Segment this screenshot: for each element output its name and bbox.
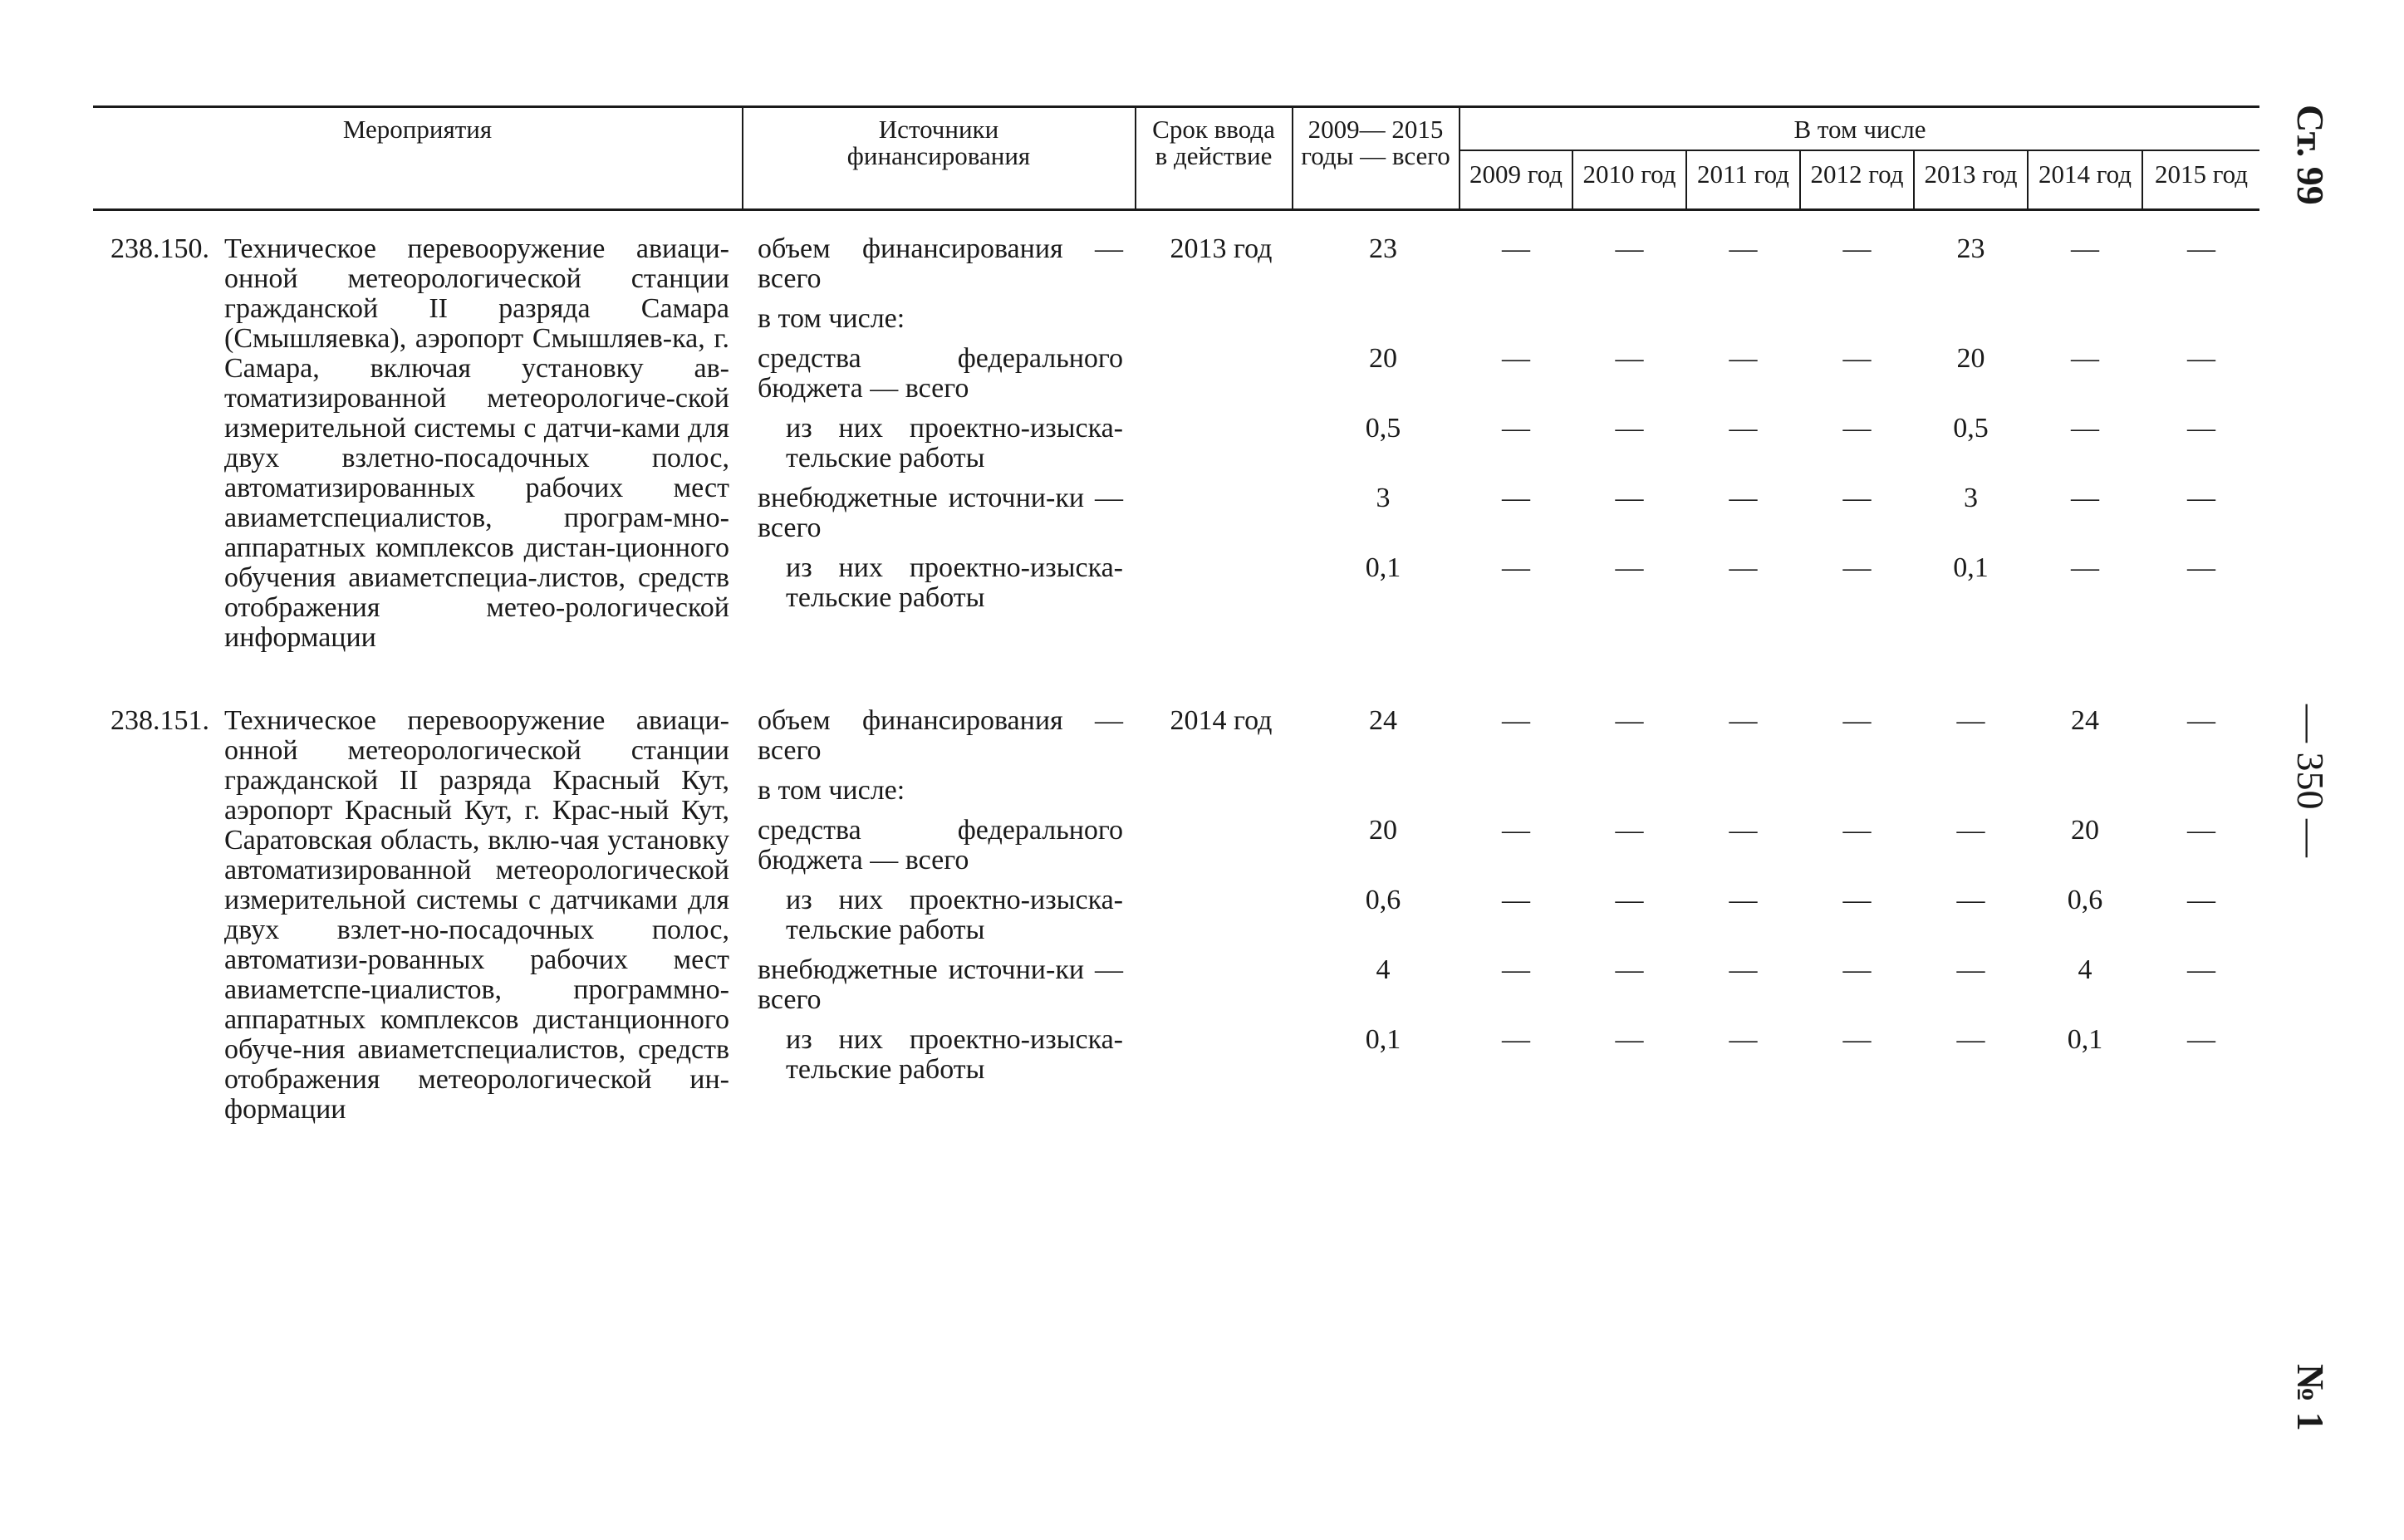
row-number: 238.151. [110, 705, 209, 736]
year-value: — [1615, 885, 1644, 915]
year-value: — [2071, 483, 2099, 513]
year-value: — [1729, 552, 1758, 583]
year-value: — [1615, 552, 1644, 583]
year-value: — [1502, 413, 1530, 444]
header-year: 2010 год [1582, 159, 1676, 189]
year-value: — [1729, 483, 1758, 513]
year-value: — [1502, 483, 1530, 513]
year-value: — [2187, 1024, 2215, 1055]
including-label: в том числе: [758, 775, 905, 806]
year-value: — [1502, 815, 1530, 846]
year-value: — [1615, 815, 1644, 846]
year-value: — [1842, 705, 1872, 736]
year-value: — [2187, 705, 2215, 736]
year-value: 3 [1964, 483, 1978, 513]
year-value: — [1729, 1024, 1758, 1055]
year-value: 0,6 [2067, 885, 2103, 915]
header-top-rule [93, 105, 2259, 108]
year-value: — [1842, 343, 1872, 374]
year-value: — [1502, 552, 1530, 583]
year-value: — [1502, 885, 1530, 915]
year-value: — [2071, 413, 2099, 444]
header-including: В том числе [1793, 115, 1926, 144]
year-value: — [1729, 233, 1758, 264]
total-value: 4 [1376, 954, 1391, 985]
year-value: 24 [2071, 705, 2099, 736]
source-label: объем финансирования — всего [758, 705, 1123, 766]
year-value: — [2187, 343, 2215, 374]
row-deadline: 2013 год [1170, 233, 1273, 264]
year-value: — [2187, 413, 2215, 444]
header-measures: Мероприятия [342, 115, 493, 144]
source-label: средства федерального бюджета — всего [758, 343, 1123, 404]
year-value: — [1842, 815, 1872, 846]
year-value: 0,5 [1953, 413, 1989, 444]
including-label: в том числе: [758, 303, 905, 334]
year-value: — [2187, 954, 2215, 985]
year-value: — [1956, 815, 1985, 846]
header-bottom-rule [93, 208, 2259, 211]
row-description: Техническое перевооружение авиаци-онной метеорологической станции гражданской II разряда Самара (Смышляевка), аэропорт Смышляев-ка, г. Самара, включая установку ав-томатизированной метеорологиче-ской измерительной системы с датчи-ками для двух взлетно-посадочных полос, автоматизированных рабочих мест авиаметспециалистов, програм-мно-аппаратных комплексов дистан-ционного обучения авиаметспециа-листов, средств отображения метео-рологической информации [224, 233, 729, 653]
year-value: — [1502, 233, 1530, 264]
issue-number: № 1 [2289, 1364, 2332, 1431]
source-label: из них проектно-изыска-тельские работы [786, 413, 1123, 473]
year-value: — [2071, 552, 2099, 583]
year-value: 23 [1956, 233, 1985, 264]
year-value: — [1502, 705, 1530, 736]
header-year: 2015 год [2154, 159, 2249, 189]
total-value: 0,5 [1365, 413, 1401, 444]
row-deadline: 2014 год [1170, 705, 1273, 736]
header-deadline: Срок ввода в действие [1152, 115, 1275, 170]
year-value: — [2187, 483, 2215, 513]
header-year: 2011 год [1697, 159, 1789, 189]
year-value: 4 [2078, 954, 2092, 985]
year-value: — [1842, 233, 1872, 264]
header-year: 2013 год [1924, 159, 2018, 189]
source-label: средства федерального бюджета — всего [758, 815, 1123, 875]
year-value: — [1729, 954, 1758, 985]
year-value: — [1502, 1024, 1530, 1055]
year-value: — [1729, 815, 1758, 846]
year-value: — [1615, 1024, 1644, 1055]
year-value: — [1729, 705, 1758, 736]
year-value: — [1615, 413, 1644, 444]
header-year: 2014 год [2038, 159, 2132, 189]
source-label: внебюджетные источни-ки — всего [758, 483, 1123, 543]
header-total: 2009— 2015 годы — всего [1301, 115, 1450, 170]
year-value: — [2187, 233, 2215, 264]
total-value: 0,1 [1365, 552, 1401, 583]
source-label: из них проектно-изыска-тельские работы [786, 885, 1123, 945]
row-number: 238.150. [110, 233, 209, 264]
year-value: — [1615, 483, 1644, 513]
header-sources: Источники финансирования [846, 115, 1031, 170]
year-value: — [1729, 885, 1758, 915]
source-label: из них проектно-изыска-тельские работы [786, 1024, 1123, 1085]
year-value: — [1842, 954, 1872, 985]
page-number: — 350 — [2289, 704, 2332, 857]
year-value: — [1615, 233, 1644, 264]
year-value: — [1615, 343, 1644, 374]
page-label: Ст. 99 [2289, 105, 2332, 205]
year-value: — [1956, 705, 1985, 736]
header-divider [1292, 106, 1293, 208]
total-value: 24 [1369, 705, 1397, 736]
total-value: 3 [1376, 483, 1391, 513]
year-value: 0,1 [1953, 552, 1989, 583]
year-value: — [2071, 233, 2099, 264]
source-label: объем финансирования — всего [758, 233, 1123, 294]
year-value: — [2187, 885, 2215, 915]
year-value: — [1956, 885, 1985, 915]
year-value: 20 [2071, 815, 2099, 846]
header-year: 2012 год [1810, 159, 1904, 189]
year-value: — [2187, 815, 2215, 846]
year-value: — [1842, 413, 1872, 444]
source-label: внебюджетные источни-ки — всего [758, 954, 1123, 1015]
header-divider [742, 106, 743, 208]
year-value: — [2071, 343, 2099, 374]
year-value: — [1842, 552, 1872, 583]
year-value: — [1615, 705, 1644, 736]
year-value: — [1842, 483, 1872, 513]
year-value: 0,1 [2067, 1024, 2103, 1055]
year-value: 20 [1956, 343, 1985, 374]
row-description: Техническое перевооружение авиаци-онной метеорологической станции гражданской II разряда Красный Кут, аэропорт Красный Кут, г. Крас-ный Кут, Саратовская область, вклю-чая установку автоматизированной метеорологической измерительной системы с датчиками для двух взлет-но-посадочных полос, автоматизи-рованных рабочих мест авиаметспе-циалистов, программно-аппаратных комплексов дистанционного обуче-ния авиаметспециалистов, средств отображения метеорологической ин-формации [224, 705, 729, 1125]
year-value: — [1615, 954, 1644, 985]
total-value: 0,6 [1365, 885, 1401, 915]
header-mid-rule [1459, 150, 2259, 151]
source-label: из них проектно-изыска-тельские работы [786, 552, 1123, 613]
total-value: 20 [1369, 343, 1397, 374]
year-value: — [1502, 343, 1530, 374]
total-value: 20 [1369, 815, 1397, 846]
header-year: 2009 год [1469, 159, 1563, 189]
year-value: — [1729, 413, 1758, 444]
total-value: 0,1 [1365, 1024, 1401, 1055]
year-value: — [2187, 552, 2215, 583]
year-value: — [1842, 885, 1872, 915]
year-value: — [1729, 343, 1758, 374]
year-value: — [1956, 1024, 1985, 1055]
year-value: — [1956, 954, 1985, 985]
year-value: — [1842, 1024, 1872, 1055]
year-value: — [1502, 954, 1530, 985]
header-divider [1135, 106, 1136, 208]
total-value: 23 [1369, 233, 1397, 264]
